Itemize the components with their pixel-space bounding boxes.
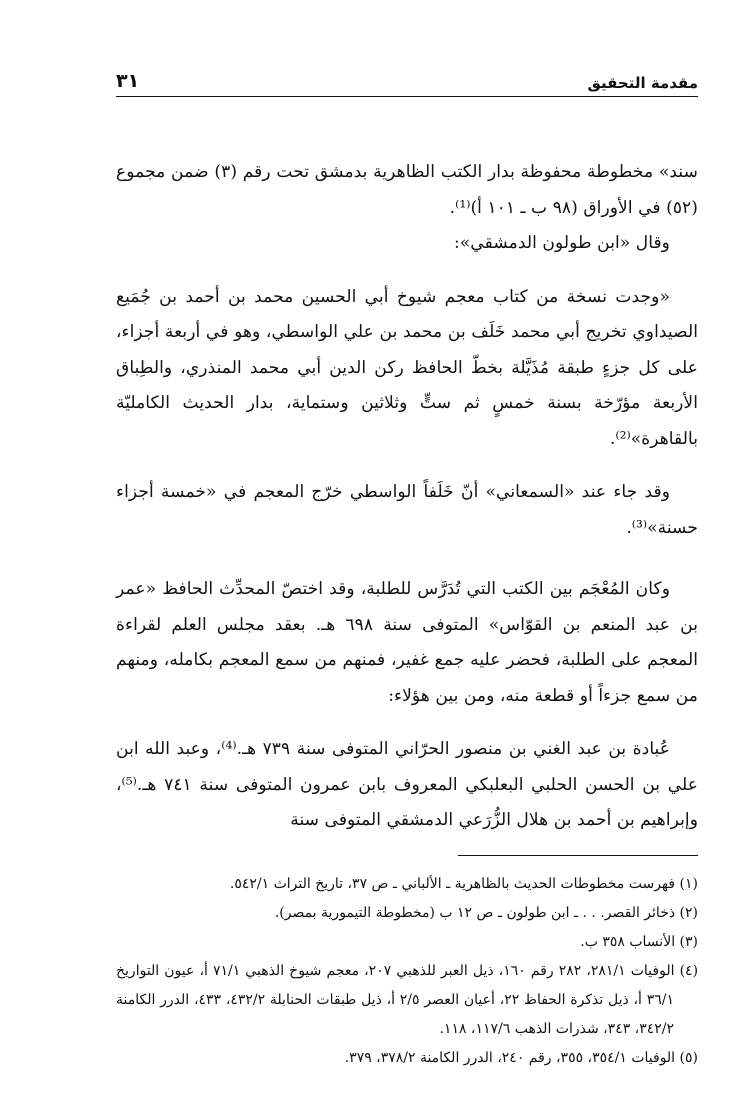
footnotes xyxy=(116,870,698,1073)
footnote-4: (٤) الوفيات ٢٨١/١، ٢٨٢ رقم ١٦٠، ذيل العبر للذهبي ٢٠٧، معجم شيوخ الذهبي ٧١/١ أ، عيون التواريخ ٣٦/١ أ، ذيل تذكرة الحفاظ ٢٢، أعيان العصر ٢/٥ أ، ذيل طبقات الحنابلة ٤٣٢/٢، ٤٣٣، الدرر الكامنة ٣٤٢/٢، ٣٤٣، شذرات الذهب ١١٧/٦، ١١٨. xyxy=(116,962,699,1037)
paragraph-4: وقد جاء عند «السمعاني» أنّ خَلَفاً الواسطي خرّج المعجم في «خمسة أجزاء حسنة»⁽³⁾. xyxy=(116,482,698,538)
paragraph-3: «وجدت نسخة من كتاب معجم شيوخ أبي الحسين محمد بن أحمد بن جُمَيع الصيداوي تخريج أبي محمد خَلَف بن محمد بن علي الواسطي، وهو في أربعة أجزاء، على كل جزءٍ طبقة مُذَيَّلة بخطّ الحافظ ركن الدين أبي محمد المنذري، والطِباق الأربعة مؤرّخة بسنة خمسٍ ثم ستٍّ وثلاثين وستماية، بدار الحديث الكامليّة بالقاهرة»⁽²⁾. xyxy=(116,286,698,449)
main-text xyxy=(116,155,698,839)
footnote-1: (١) فهرست مخطوطات الحديث بالظاهرية ـ الألباني ـ ص ٣٧، تاريخ التراث ٥٤٢/١. xyxy=(229,875,698,892)
footnote-3: (٣) الأنساب ٣٥٨ ب. xyxy=(580,933,698,950)
paragraph-5: وكان المُعْجَم بين الكتب التي تُدَرَّس للطلبة، وقد اختصّ المحدِّث الحافظ «عمر بن عبد المنعم بن القوّاس» المتوفى سنة ٦٩٨ هـ. بعقد مجلس العلم لقراءة المعجم على الطلبة، فحضر عليه جمع غفير، فمنهم من سمع المعجم بكامله، ومنهم من سمع جزءاً أو قطعة منه، ومن بين هؤلاء: xyxy=(116,579,698,706)
paragraph-6: عُبادة بن عبد الغني بن منصور الحرّاني المتوفى سنة ٧٣٩ هـ.⁽⁴⁾، وعبد الله ابن علي بن الحسن الحلبي البعلبكي المعروف بابن عمرون المتوفى سنة ٧٤١ هـ.⁽⁵⁾، وإبراهيم بن أحمد بن هلال الزُّرَعي الدمشقي المتوفى سنة xyxy=(116,739,698,830)
page-number: ٣١ xyxy=(116,70,140,92)
footnote-separator xyxy=(458,855,698,856)
book-page xyxy=(116,70,698,1073)
footnote-5: (٥) الوفيات ٣٥٤/١، ٣٥٥، رقم ٢٤٠، الدرر الكامنة ٣٧٨/٢، ٣٧٩. xyxy=(344,1049,698,1066)
section-title: مقدمة التحقيق xyxy=(587,74,698,92)
footnote-2: (٢) ذخائر القصر. . . ـ ابن طولون ـ ص ١٢ ب (مخطوطة التيمورية بمصر). xyxy=(274,904,698,921)
paragraph-1: سند» مخطوطة محفوظة بدار الكتب الظاهرية بدمشق تحت رقم (٣) ضمن مجموع (٥٢) في الأوراق (٩٨ ب ـ ١٠١ أ)⁽¹⁾. xyxy=(116,162,698,218)
paragraph-2: وقال «ابن طولون الدمشقي»: xyxy=(454,233,670,253)
running-header xyxy=(116,70,698,97)
